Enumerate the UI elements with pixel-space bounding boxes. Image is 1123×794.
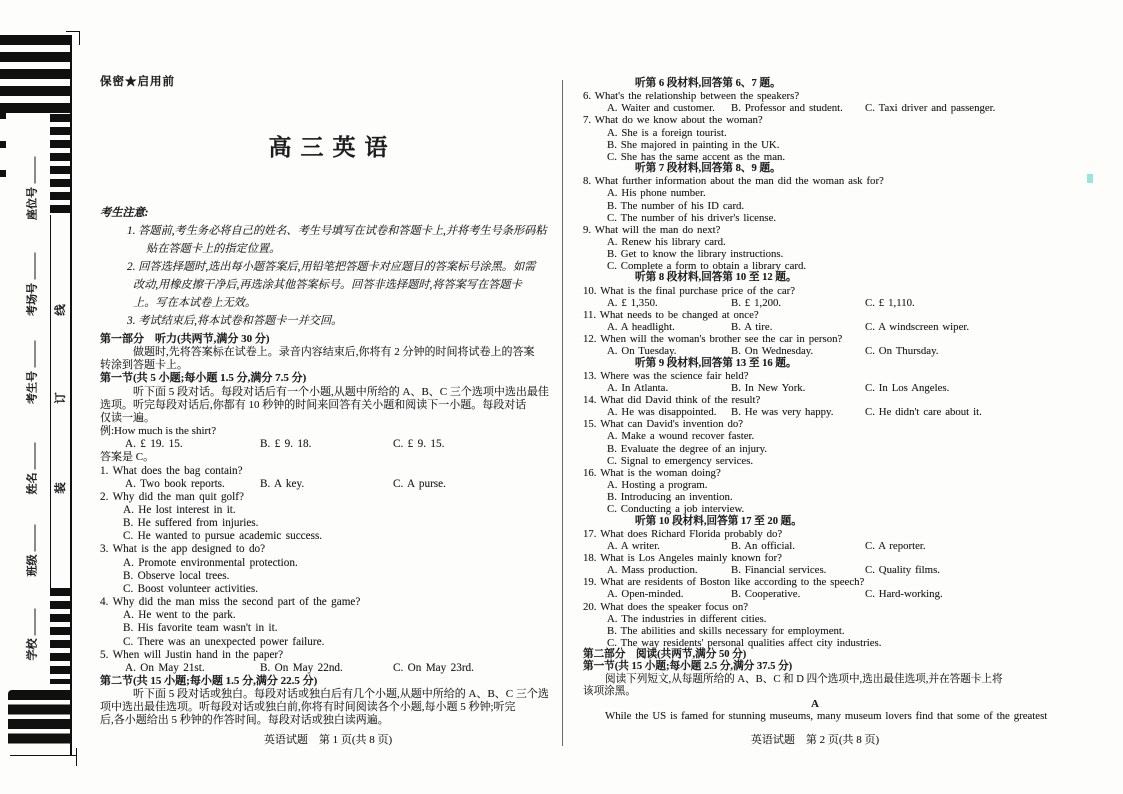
question-19-option-a: A. Open-minded. — [607, 588, 684, 601]
question-8-option-a: A. His phone number. — [607, 187, 706, 200]
question-18-option-b: B. Financial services. — [731, 564, 827, 577]
question-15: 15. What can David's invention do? — [583, 418, 744, 431]
section2-heading: 第二节(共 15 小题;每小题 1.5 分,满分 22.5 分) — [100, 675, 318, 688]
question-1-options — [100, 478, 556, 491]
question-1-option-a: A. Two book reports. — [125, 477, 225, 490]
binding-line-left — [50, 215, 51, 588]
exam-title: 高三英语 — [268, 135, 397, 160]
page-seam-divider — [562, 80, 563, 746]
question-19: 19. What are residents of Boston like according to the speech? — [583, 576, 865, 589]
section2-intro-line-3: 后,各小题给出 5 秒钟的作答时间。每段对话或独白读两遍。 — [100, 714, 389, 727]
field-candidate-number — [25, 323, 40, 423]
example-option-a: A. £ 19. 15. — [125, 438, 183, 451]
question-5-option-b: B. On May 22nd. — [260, 661, 343, 674]
question-5-option-c: C. On May 23rd. — [393, 661, 474, 674]
section1-intro-line-3: 仅读一遍。 — [100, 411, 155, 424]
question-14-options — [583, 406, 1047, 418]
question-1-option-b: B. A key. — [260, 477, 305, 490]
question-12-option-c: C. On Thursday. — [865, 345, 939, 358]
question-15-option-b: B. Evaluate the degree of an injury. — [607, 442, 767, 455]
question-4-option-a: A. He went to the park. — [123, 609, 236, 622]
field-blank-line — [25, 341, 36, 368]
part2-intro-line-1: 阅读下列短文,从每题所给的 A、B、C 和 D 四个选项中,选出最佳选项,并在答题卡上将 — [605, 673, 1003, 685]
notice-1-line-1: 1. 答题前,考生务必将自己的姓名、考生号填写在试卷和答题卡上,并将考生号条形码粘 — [127, 225, 547, 237]
question-10-options — [583, 297, 1047, 309]
field-label: 班级 — [26, 554, 39, 577]
passage-a-label: A — [811, 697, 819, 710]
binding-line-char: 线 — [55, 304, 67, 316]
question-9-option-b: B. Get to know the library instructions. — [607, 248, 784, 261]
corner-mark-bottom — [10, 755, 77, 756]
question-11-options — [583, 321, 1047, 333]
field-label: 座位号 — [26, 187, 39, 220]
question-16-option-a: A. Hosting a program. — [607, 479, 708, 492]
material-6-header: 听第 6 段材料,回答第 6、7 题。 — [635, 78, 781, 89]
question-12-options — [583, 345, 1047, 357]
part1-intro-line-2: 转涂到答题卡上。 — [100, 359, 188, 372]
edge-mark — [0, 112, 6, 119]
edge-mark — [0, 141, 6, 148]
field-name — [25, 426, 40, 512]
binding-line-right — [70, 37, 72, 755]
passage-a-first-line: While the US is famed for stunning museums, many museum lovers find that some of the greatest — [605, 709, 1048, 722]
question-5-options — [100, 662, 556, 675]
question-17-option-b: B. An official. — [731, 539, 795, 552]
question-4-option-c: C. There was an unexpected power failure. — [123, 635, 325, 648]
page-2 — [583, 78, 1047, 722]
field-blank-line — [25, 609, 36, 636]
question-11: 11. What needs to be changed at once? — [583, 308, 759, 321]
question-6-options — [583, 102, 1047, 114]
field-exam-room-number — [25, 235, 40, 335]
question-18-option-c: C. Quality films. — [865, 564, 940, 577]
question-3-option-b: B. Observe local trees. — [123, 569, 230, 582]
question-7-option-c: C. She has the same accent as the man. — [607, 150, 786, 163]
timing-marks-upper — [50, 114, 72, 218]
notice-1-line-2: 贴在答题卡上的指定位置。 — [146, 243, 281, 255]
question-4-option-b: B. His favorite team wasn't in it. — [123, 622, 278, 635]
question-2-option-c: C. He wanted to pursue academic success. — [123, 530, 323, 543]
question-11-option-c: C. A windscreen wiper. — [865, 321, 970, 334]
question-7-option-b: B. She majored in painting in the UK. — [607, 138, 780, 151]
example-question: 例:How much is the shirt? — [100, 425, 217, 438]
question-16-option-b: B. Introducing an invention. — [607, 491, 733, 504]
binding-line-char: 订 — [55, 392, 67, 404]
field-label: 考生号 — [26, 371, 39, 404]
question-8: 8. What further information about the man did the woman ask for? — [583, 175, 884, 188]
question-12-option-a: A. On Tuesday. — [607, 345, 677, 358]
notice-2-line-2: 改动,用橡皮擦干净后,再选涂其他答案标号。回答非选择题时,将答案写在答题卡 — [133, 279, 522, 291]
question-6-option-b: B. Professor and student. — [731, 102, 843, 115]
question-9-option-a: A. Renew his library card. — [607, 236, 726, 249]
page-2-footer: 英语试题 第 2 页(共 8 页) — [750, 734, 880, 746]
question-15-option-a: A. Make a wound recover faster. — [607, 430, 755, 443]
candidate-notice-heading: 考生注意: — [100, 207, 149, 219]
example-option-b: B. £ 9. 18. — [260, 438, 312, 451]
question-12-option-b: B. On Wednesday. — [731, 345, 814, 358]
notice-2-line-3: 上。写在本试卷上无效。 — [133, 297, 257, 309]
question-13-option-c: C. In Los Angeles. — [865, 381, 950, 394]
question-14-option-a: A. He was disappointed. — [607, 406, 717, 419]
question-17: 17. What does Richard Florida probably do? — [583, 527, 783, 540]
field-blank-line — [25, 443, 36, 470]
question-10-option-a: A. £ 1,350. — [607, 296, 658, 309]
question-19-option-c: C. Hard-working. — [865, 588, 943, 601]
question-10-option-b: B. £ 1,200. — [731, 296, 782, 309]
question-14-option-c: C. He didn't care about it. — [865, 406, 982, 419]
question-20-option-a: A. The industries in different cities. — [607, 612, 767, 625]
section1-intro-line-1: 听下面 5 段对话。每段对话后有一个小题,从题中所给的 A、B、C 三个选项中选出最佳 — [133, 385, 549, 398]
question-17-option-a: A. A writer. — [607, 539, 660, 552]
example-answer: 答案是 C。 — [100, 451, 155, 464]
question-2-option-a: A. He lost interest in it. — [123, 504, 236, 516]
question-6-option-c: C. Taxi driver and passenger. — [865, 102, 996, 115]
edge-mark — [0, 170, 6, 177]
question-17-option-c: C. A reporter. — [865, 539, 926, 552]
question-3: 3. What is the app designed to do? — [100, 543, 266, 556]
question-5: 5. When will Justin hand in the paper? — [100, 648, 284, 661]
question-20-option-c: C. The way residents' personal qualities affect city industries. — [607, 637, 882, 650]
scan-artifact-speck — [1087, 174, 1093, 183]
material-7-header: 听第 7 段材料,回答第 8、9 题。 — [635, 163, 781, 175]
corner-mark-bottom — [76, 748, 77, 766]
question-10-option-c: C. £ 1,110. — [865, 296, 915, 309]
question-4: 4. Why did the man miss the second part of the game? — [100, 596, 361, 609]
question-3-option-c: C. Boost volunteer activities. — [123, 582, 258, 595]
question-6: 6. What's the relationship between the speakers? — [583, 90, 800, 103]
question-1-option-c: C. A purse. — [393, 477, 446, 490]
question-19-options — [583, 588, 1047, 600]
question-12: 12. When will the woman's brother see the car in person? — [583, 333, 843, 346]
part1-intro-line-1: 做题时,先将答案标在试卷上。录音内容结束后,你将有 2 分钟的时间将试卷上的答案 — [133, 346, 535, 359]
secrecy-notice: 保密★启用前 — [100, 76, 175, 88]
field-seat-number — [25, 139, 40, 239]
question-19-option-b: B. Cooperative. — [731, 588, 801, 601]
question-13-options — [583, 382, 1047, 394]
corner-mark-top — [79, 31, 80, 45]
example-options — [100, 438, 556, 451]
field-label: 学校 — [26, 638, 39, 661]
question-13-option-a: A. In Atlanta. — [607, 381, 669, 394]
question-11-option-b: B. A tire. — [731, 321, 773, 334]
question-8-option-b: B. The number of his ID card. — [607, 199, 745, 212]
field-blank-line — [25, 253, 36, 280]
question-13: 13. Where was the science fair held? — [583, 369, 749, 382]
question-16: 16. What is the woman doing? — [583, 466, 721, 479]
notice-2-line-1: 2. 回答选择题时,选出每小题答案后,用铅笔把答题卡对应题目的答案标号涂黑。如需 — [127, 261, 536, 273]
question-1: 1. What does the bag contain? — [100, 464, 243, 477]
question-11-option-a: A. A headlight. — [607, 321, 675, 334]
material-10-header: 听第 10 段材料,回答第 17 至 20 题。 — [635, 515, 802, 527]
question-18-option-a: A. Mass production. — [607, 564, 698, 577]
question-9: 9. What will the man do next? — [583, 223, 721, 236]
question-14: 14. What did David think of the result? — [583, 393, 761, 406]
part2-heading: 第二部分 阅读(共两节,满分 50 分) — [583, 649, 747, 661]
question-13-option-b: B. In New York. — [731, 381, 806, 394]
question-16-option-c: C. Conducting a job interview. — [607, 503, 745, 516]
notice-3: 3. 考试结束后,将本试卷和答题卡一并交回。 — [127, 315, 343, 327]
question-2-option-b: B. He suffered from injuries. — [123, 517, 259, 530]
section2-intro-line-1: 听下面 5 段对话或独白。每段对话或独白后有几个小题,从题中所给的 A、B、C 三个选 — [133, 688, 549, 701]
field-blank-line — [25, 157, 36, 184]
section2-intro-line-2: 项中选出最佳选项。听每段对话或独白前,你将有时间阅读各个小题,每小题 5 秒钟;听完 — [100, 701, 516, 714]
part1-heading: 第一部分 听力(共两节,满分 30 分) — [100, 333, 270, 345]
question-7: 7. What do we know about the woman? — [583, 114, 763, 127]
question-3-option-a: A. Promote environmental protection. — [123, 556, 298, 569]
field-school — [25, 592, 40, 678]
question-10: 10. What is the final purchase price of the car? — [583, 284, 796, 297]
section1-heading: 第一节(共 5 小题;每小题 1.5 分,满分 7.5 分) — [100, 372, 307, 385]
question-2: 2. Why did the man quit golf? — [100, 490, 244, 503]
question-18-options — [583, 564, 1047, 576]
registration-bars-bottom — [8, 690, 72, 748]
binding-line-char: 装 — [55, 482, 67, 494]
material-8-header: 听第 8 段材料,回答第 10 至 12 题。 — [635, 272, 797, 284]
question-20-option-b: B. The abilities and skills necessary for employment. — [607, 624, 845, 637]
question-17-options — [583, 540, 1047, 552]
question-14-option-b: B. He was very happy. — [731, 406, 834, 419]
part2-intro-line-2: 该项涂黑。 — [583, 685, 636, 697]
timing-marks-lower — [50, 588, 72, 684]
question-9-option-c: C. Complete a form to obtain a library card. — [607, 260, 807, 273]
section1-intro-line-2: 选项。听完每段对话后,你都有 10 秒钟的时间来回答有关小题和阅读下一小题。每段对话 — [100, 398, 527, 411]
field-label: 考场号 — [26, 283, 39, 316]
material-9-header: 听第 9 段材料,回答第 13 至 16 题。 — [635, 357, 797, 369]
question-18: 18. What is Los Angeles mainly known for? — [583, 551, 782, 564]
question-8-option-c: C. The number of his driver's license. — [607, 211, 777, 224]
part2-section1-heading: 第一节(共 15 小题;每小题 2.5 分,满分 37.5 分) — [583, 661, 793, 673]
question-15-option-c: C. Signal to emergency services. — [607, 454, 754, 467]
field-class — [25, 508, 40, 594]
question-20: 20. What does the speaker focus on? — [583, 600, 749, 613]
example-option-c: C. £ 9. 15. — [393, 438, 445, 451]
field-label: 姓名 — [26, 472, 39, 495]
question-7-option-a: A. She is a foreign tourist. — [607, 126, 727, 139]
field-blank-line — [25, 525, 36, 552]
question-6-option-a: A. Waiter and customer. — [607, 102, 715, 115]
page-1 — [100, 75, 556, 728]
question-5-option-a: A. On May 21st. — [125, 661, 205, 674]
registration-bars-top — [0, 35, 72, 114]
page-1-footer: 英语试题 第 1 页(共 8 页) — [263, 734, 393, 746]
